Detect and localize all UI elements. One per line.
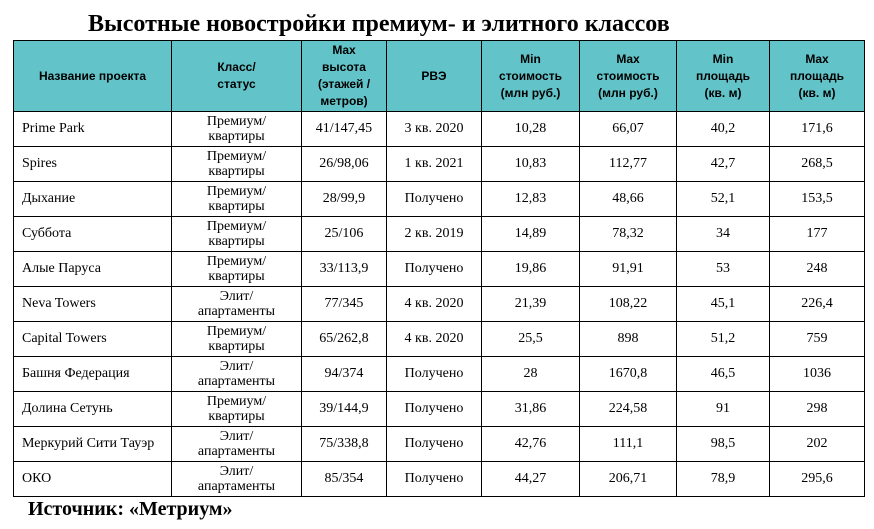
class-status-line: квартиры: [208, 269, 265, 284]
class-status-cell: [172, 252, 302, 287]
max-height-cell: 41/147,45: [302, 112, 387, 147]
header-line: Название проекта: [38, 68, 147, 83]
min-area-cell: 51,2: [677, 322, 770, 357]
header-line: Max: [332, 43, 356, 57]
max-price-cell: 1670,8: [580, 357, 677, 392]
project-name-cell: Capital Towers: [14, 322, 172, 357]
class-status-cell: [172, 462, 302, 497]
class-status-line: квартиры: [208, 164, 265, 179]
class-status-cell: [172, 287, 302, 322]
rve-cell: 4 кв. 2020: [387, 322, 482, 357]
class-status-line: Премиум/: [206, 324, 267, 339]
project-name-cell: Меркурий Сити Тауэр: [14, 427, 172, 462]
class-status-line: Премиум/: [206, 254, 267, 269]
class-status-line: квартиры: [208, 409, 265, 424]
header-class-status: [172, 41, 302, 112]
min-price-cell: 10,83: [482, 147, 580, 182]
class-status-line: апартаменты: [197, 479, 276, 494]
header-line: Max: [805, 51, 829, 66]
min-area-cell: 34: [677, 217, 770, 252]
header-line: (млн руб.): [500, 85, 561, 100]
min-area-cell: 53: [677, 252, 770, 287]
class-status-cell: [172, 427, 302, 462]
min-price-cell: 14,89: [482, 217, 580, 252]
table-row: [14, 322, 865, 357]
max-height-cell: 39/144,9: [302, 392, 387, 427]
rve-cell: 3 кв. 2020: [387, 112, 482, 147]
max-price-cell: 91,91: [580, 252, 677, 287]
min-area-cell: 46,5: [677, 357, 770, 392]
rve-cell: 2 кв. 2019: [387, 217, 482, 252]
max-height-cell: 65/262,8: [302, 322, 387, 357]
table-row: [14, 392, 865, 427]
table-row: [14, 357, 865, 392]
rve-cell: 1 кв. 2021: [387, 147, 482, 182]
min-price-cell: 10,28: [482, 112, 580, 147]
class-status-line: квартиры: [208, 129, 265, 144]
header-line: Min: [520, 51, 541, 66]
header-min-price: [482, 41, 580, 112]
project-name-cell: Spires: [14, 147, 172, 182]
source-note: Источник: «Метриум»: [28, 498, 233, 520]
min-price-cell: 28: [482, 357, 580, 392]
max-price-cell: 898: [580, 322, 677, 357]
max-area-cell: 153,5: [770, 182, 865, 217]
max-height-cell: 26/98,06: [302, 147, 387, 182]
table-row: [14, 462, 865, 497]
max-area-cell: 298: [770, 392, 865, 427]
class-status-line: квартиры: [208, 234, 265, 249]
header-line: статус: [217, 77, 256, 91]
table-row: [14, 252, 865, 287]
class-status-line: апартаменты: [197, 304, 276, 319]
class-status-cell: [172, 322, 302, 357]
rve-cell: Получено: [387, 252, 482, 287]
max-height-cell: 94/374: [302, 357, 387, 392]
min-area-cell: 42,7: [677, 147, 770, 182]
header-max-price: [580, 41, 677, 112]
class-status-line: Элит/: [219, 464, 254, 479]
class-status-line: апартаменты: [197, 374, 276, 389]
max-area-cell: 268,5: [770, 147, 865, 182]
max-price-cell: 66,07: [580, 112, 677, 147]
table-body: [14, 112, 865, 497]
header-max-height: [302, 41, 387, 112]
min-area-cell: 52,1: [677, 182, 770, 217]
header-line: (кв. м): [798, 85, 836, 100]
min-price-cell: 44,27: [482, 462, 580, 497]
max-area-cell: 248: [770, 252, 865, 287]
min-area-cell: 40,2: [677, 112, 770, 147]
max-area-cell: 1036: [770, 357, 865, 392]
table-header-row: [14, 41, 865, 112]
header-line: стоимость: [596, 68, 660, 83]
class-status-line: Элит/: [219, 429, 254, 444]
min-area-cell: 91: [677, 392, 770, 427]
header-line: высота: [322, 60, 366, 74]
class-status-line: Элит/: [219, 289, 254, 304]
page-title: Высотные новостройки премиум- и элитного классов: [88, 11, 670, 37]
min-price-cell: 21,39: [482, 287, 580, 322]
max-height-cell: 85/354: [302, 462, 387, 497]
project-name-cell: Алые Паруса: [14, 252, 172, 287]
class-status-line: Премиум/: [206, 219, 267, 234]
min-area-cell: 98,5: [677, 427, 770, 462]
min-price-cell: 12,83: [482, 182, 580, 217]
rve-cell: Получено: [387, 357, 482, 392]
header-line: Max: [616, 51, 640, 66]
min-area-cell: 78,9: [677, 462, 770, 497]
header-max-area: [770, 41, 865, 112]
header-line: РВЭ: [421, 68, 447, 83]
max-price-cell: 78,32: [580, 217, 677, 252]
class-status-line: Премиум/: [206, 394, 267, 409]
project-name-cell: Башня Федерация: [14, 357, 172, 392]
class-status-cell: [172, 147, 302, 182]
header-line: площадь: [790, 68, 844, 83]
class-status-cell: [172, 357, 302, 392]
min-price-cell: 25,5: [482, 322, 580, 357]
header-line: Min: [712, 51, 734, 66]
project-name-cell: Суббота: [14, 217, 172, 252]
max-area-cell: 177: [770, 217, 865, 252]
min-price-cell: 42,76: [482, 427, 580, 462]
rve-cell: Получено: [387, 392, 482, 427]
class-status-cell: [172, 217, 302, 252]
max-height-cell: 33/113,9: [302, 252, 387, 287]
rve-cell: Получено: [387, 182, 482, 217]
class-status-line: Элит/: [219, 359, 254, 374]
class-status-cell: [172, 182, 302, 217]
rve-cell: 4 кв. 2020: [387, 287, 482, 322]
max-height-cell: 75/338,8: [302, 427, 387, 462]
max-price-cell: 111,1: [580, 427, 677, 462]
min-price-cell: 31,86: [482, 392, 580, 427]
table-row: [14, 287, 865, 322]
max-height-cell: 25/106: [302, 217, 387, 252]
max-area-cell: 759: [770, 322, 865, 357]
max-height-cell: 77/345: [302, 287, 387, 322]
class-status-cell: [172, 112, 302, 147]
class-status-cell: [172, 392, 302, 427]
header-line: (этажей /: [317, 77, 371, 91]
header-line: (кв. м): [704, 85, 742, 100]
max-height-cell: 28/99,9: [302, 182, 387, 217]
table-row: [14, 147, 865, 182]
table-row: [14, 182, 865, 217]
project-name-cell: Долина Сетунь: [14, 392, 172, 427]
max-area-cell: 202: [770, 427, 865, 462]
max-area-cell: 226,4: [770, 287, 865, 322]
max-price-cell: 112,77: [580, 147, 677, 182]
header-line: площадь: [696, 68, 750, 83]
header-min-area: [677, 41, 770, 112]
header-line: метров): [320, 94, 368, 108]
header-project-name: [14, 41, 172, 112]
project-name-cell: Neva Towers: [14, 287, 172, 322]
rve-cell: Получено: [387, 427, 482, 462]
class-status-line: квартиры: [208, 339, 265, 354]
max-area-cell: 171,6: [770, 112, 865, 147]
rve-cell: Получено: [387, 462, 482, 497]
header-line: стоимость: [499, 68, 562, 83]
max-area-cell: 295,6: [770, 462, 865, 497]
min-price-cell: 19,86: [482, 252, 580, 287]
max-price-cell: 206,71: [580, 462, 677, 497]
max-price-cell: 48,66: [580, 182, 677, 217]
project-name-cell: Prime Park: [14, 112, 172, 147]
projects-table: [13, 40, 865, 497]
max-price-cell: 224,58: [580, 392, 677, 427]
class-status-line: Премиум/: [206, 184, 267, 199]
header-line: Класс/: [217, 60, 256, 74]
table-row: [14, 112, 865, 147]
class-status-line: апартаменты: [197, 444, 276, 459]
class-status-line: Премиум/: [206, 114, 267, 129]
class-status-line: Премиум/: [206, 149, 267, 164]
class-status-line: квартиры: [208, 199, 265, 214]
project-name-cell: Дыхание: [14, 182, 172, 217]
header-rve: [387, 41, 482, 112]
project-name-cell: ОКО: [14, 462, 172, 497]
table-row: [14, 427, 865, 462]
max-price-cell: 108,22: [580, 287, 677, 322]
min-area-cell: 45,1: [677, 287, 770, 322]
header-line: (млн руб.): [598, 85, 658, 100]
table-row: [14, 217, 865, 252]
